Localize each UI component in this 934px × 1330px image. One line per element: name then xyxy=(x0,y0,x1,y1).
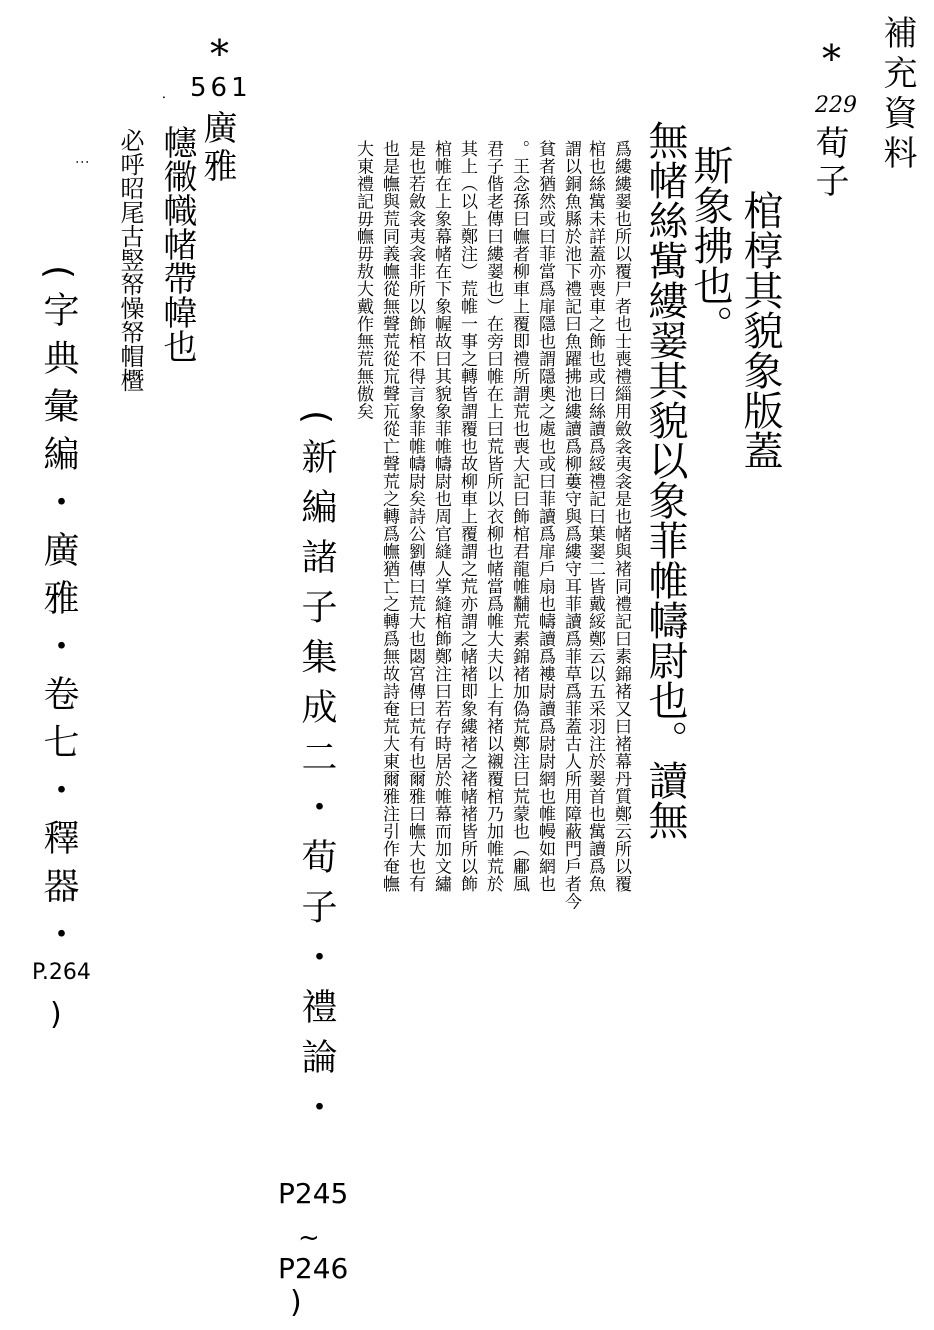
commentary-column: 大東禮記毋幠毋敖大戴作無荒無傲矣 xyxy=(353,140,373,420)
commentary-column: 其上（以上鄭注）荒帷一事之轉皆謂覆也故柳車上覆謂之荒亦謂之帾褚即象縷褚之褚帾褚皆所以飾 xyxy=(457,140,477,893)
commentary-column: 君子偕老傳曰縷翣也）在旁曰帷在上曰荒皆所以衣柳也帾當爲帷大夫以上有褚以襯覆棺乃加帷荒於 xyxy=(483,140,503,893)
main-text-line-3: 無帾絲歶縷翣其貌以象菲帷幬尉也。讀無 xyxy=(642,120,688,840)
source-page-start: P245 xyxy=(278,1177,349,1210)
source2-page: P.264 xyxy=(32,960,91,985)
tick-mark: . xyxy=(159,95,175,100)
header-subtitle: 荀子 xyxy=(809,125,849,201)
header-ref-number: 229 xyxy=(815,93,857,118)
guangya-label: 廣雅 xyxy=(197,110,237,186)
margin-dots: ⋮ xyxy=(74,155,90,169)
asterisk-mark-icon: * xyxy=(210,32,229,76)
commentary-column: 爲縷縷翣也所以覆尸者也士喪禮緇用斂衾夷衾是也帾與褚同禮記曰素錦褚又曰褚幕丹質鄭云所以覆 xyxy=(611,140,631,893)
entry-number: 561 xyxy=(190,73,252,103)
commentary-column: 。王念孫曰幠者柳車上覆即禮所謂荒也喪大記曰飾棺君龍帷黼荒素錦褚加偽荒鄭注曰荒蒙也（鄘風 xyxy=(509,140,529,893)
commentary-column: 棺也絲歶未詳蓋亦喪車之飾也或曰絲讀爲綏禮記曰葉翣二皆戴綏鄭云以五采羽注於翣首也歶讀爲魚 xyxy=(585,140,605,893)
commentary-column: 也是幠與荒同義幠從無聲荒從巟聲巟從亡聲荒之轉爲幠猶亡之轉爲無故詩奄荒大東爾雅注引作奄幠 xyxy=(379,140,399,893)
asterisk-mark-icon: * xyxy=(822,37,841,81)
commentary-column: 貧者猶然或曰菲當爲扉隱也謂隱奧之處也或曰菲讀爲扉戶扇也幬讀爲褸尉讀爲尉尉網也帷幔如網也 xyxy=(535,140,555,893)
main-text-line-2: 斯象拂也。 xyxy=(687,145,733,345)
source-close-paren: ) xyxy=(290,1285,302,1320)
guangya-annotation: 必呼昭尾古竪帑懆帑帽櫭 xyxy=(116,128,144,392)
source-citation-1: (新編諸子集成二・荀子・禮論・ xyxy=(296,410,337,1139)
source-citation-2: (字典彙編・廣雅・卷七・釋器・ xyxy=(38,265,79,964)
header-title: 補充資料 xyxy=(877,15,917,175)
source2-close-paren: ) xyxy=(50,997,62,1032)
commentary-column: 棺帷在上象幕帾在下象幄故曰其貌象菲帷幬尉也周官縫人掌縫棺飾鄭注曰若存時居於帷幕而加文繡 xyxy=(431,140,451,893)
commentary-column: 謂以銅魚縣於池下禮記曰魚躍拂池縷讀爲柳蔞守與爲縷守耳菲讀爲菲草爲菲蓋古人所用障蔽門戶者今 xyxy=(561,140,581,910)
main-text-line-1: 棺椁其貌象版蓋 xyxy=(737,190,783,470)
commentary-column: 是也若斂衾夷衾非所以飾棺不得言象菲帷幬尉矣詩公劉傳曰荒大也閟宮傳曰荒有也爾雅曰幠大也有 xyxy=(405,140,425,893)
source-page-range-mark: ~ xyxy=(298,1223,320,1253)
guangya-entry-text: 幰幑幟帾帶幃也 xyxy=(157,125,197,363)
source-page-end: P246 xyxy=(278,1252,349,1285)
